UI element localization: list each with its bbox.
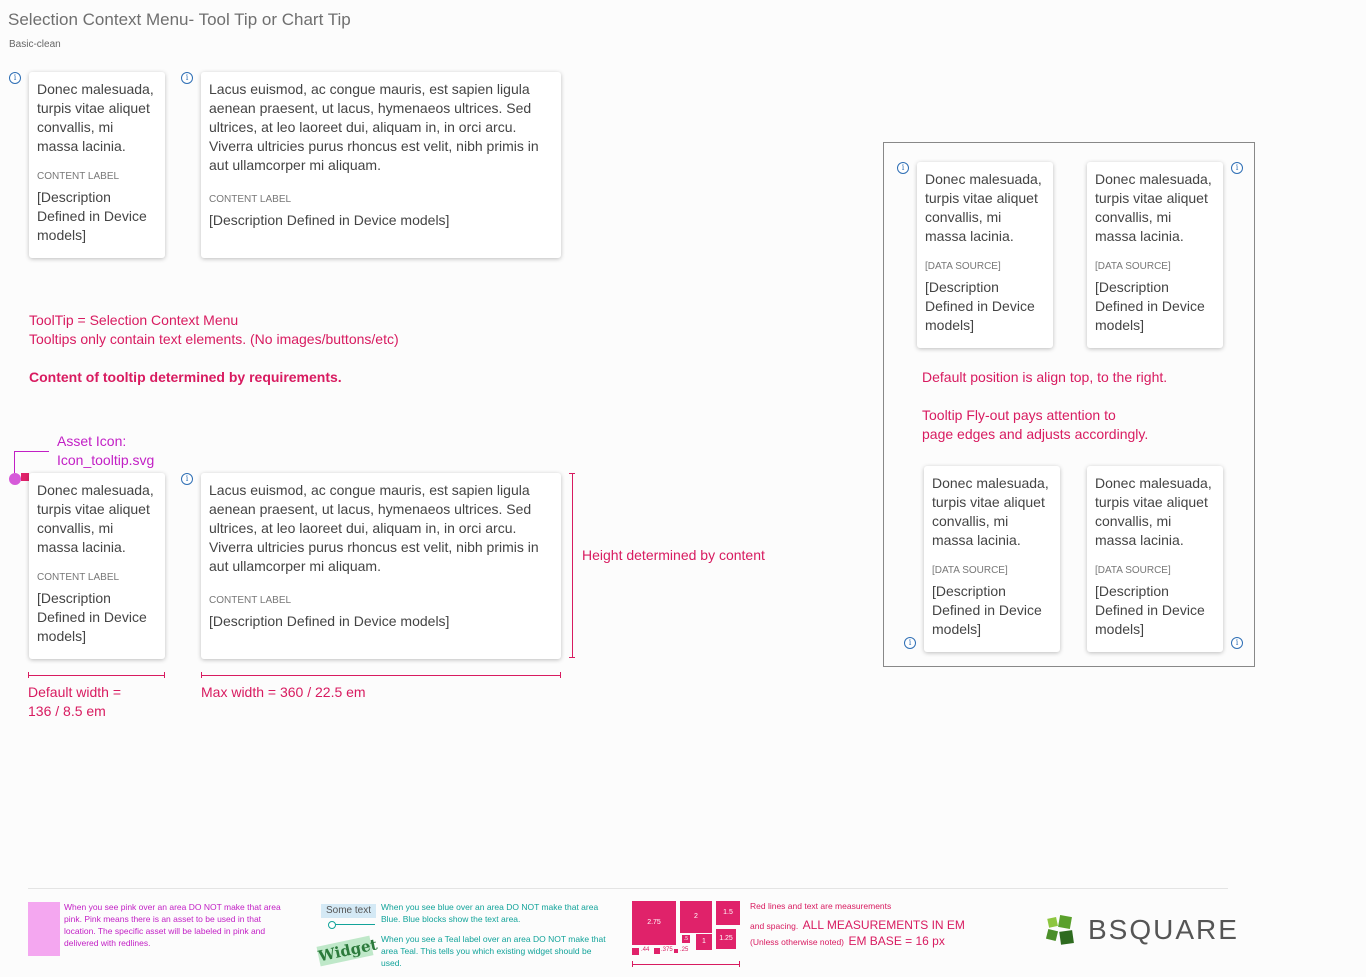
page-title: Selection Context Menu- Tool Tip or Chart Tip [8, 10, 351, 29]
info-icon[interactable]: i [897, 162, 909, 174]
legend-measure-line [632, 964, 740, 965]
tooltip-content-label: CONTENT LABEL [209, 595, 292, 606]
asset-callout-line [14, 451, 15, 473]
bsquare-logo-icon [1045, 914, 1079, 948]
tooltip-content-label: CONTENT LABEL [37, 572, 120, 583]
tooltip-data-source: [DATA SOURCE] [1095, 565, 1171, 576]
measure-box-2-75: 2.75 [632, 901, 676, 945]
position-note: Default position is align top, to the right. [922, 369, 1168, 385]
tooltip-default-width [29, 72, 165, 258]
height-note: Height determined by content [582, 547, 765, 563]
legend-measure-tick [739, 961, 740, 967]
tooltip-body: Lacus euismod, ac congue mauris, est sapien ligula aenean praesent, ut lacus, hymenaeos ultrices. Sed ultrices, at leo laoreet dui, aliquam in, in orci arcu. Viverra ultricies purus rhoncus est velit, nibh primis in aut ullamcorper mi aliquam. [209, 81, 539, 173]
tooltip-top-right [917, 162, 1053, 348]
widget-label: Widget [316, 935, 379, 966]
height-measure-tick [569, 657, 575, 658]
red-legend-text-2: and spacing. [750, 921, 799, 931]
measure-label-0-44: .44 [641, 947, 650, 953]
max-width-note: Max width = 360 / 22.5 em [201, 684, 366, 700]
info-icon[interactable]: i [181, 72, 193, 84]
tooltip-bottom-left [1087, 466, 1223, 652]
asset-icon-file: Icon_tooltip.svg [57, 452, 155, 468]
pink-legend-text: When you see pink over an area DO NOT make that area pink. Pink means there is an asset to be used in that location. The specific asset will be labeled in pink and delivered with redlines. [64, 902, 281, 948]
red-legend-text-4: (Unless otherwise noted) [750, 937, 845, 947]
legend-measure-tick [632, 961, 633, 967]
measure-box-0-375 [654, 948, 660, 954]
info-icon[interactable]: i [1231, 162, 1243, 174]
info-icon[interactable]: i [1231, 637, 1243, 649]
red-legend-line-3 [750, 932, 945, 950]
tooltip-data-source: [DATA SOURCE] [932, 565, 1008, 576]
note-tooltip-definition: ToolTip = Selection Context Menu [29, 312, 239, 328]
page-subtitle: Basic-clean [9, 39, 61, 50]
note-requirements: Content of tooltip determined by requirements. [29, 369, 342, 385]
max-width-measure-line [201, 675, 561, 676]
flyout-note-cont: page edges and adjusts accordingly. [922, 426, 1149, 442]
height-measure-tick [569, 473, 575, 474]
measure-box-0-44 [632, 948, 639, 955]
brand-name: BSQUARE [1088, 914, 1239, 945]
tooltip-description: [Description Defined in Device models] [37, 590, 147, 644]
measure-box-1-5: 1.5 [716, 901, 740, 925]
width-measure-tick [560, 672, 561, 678]
legend-divider [28, 888, 1228, 889]
tooltip-description: [Description Defined in Device models] [1095, 583, 1205, 637]
width-measure-tick [164, 672, 165, 678]
red-legend-text-5: EM BASE = 16 px [848, 934, 945, 948]
tooltip-content-label: CONTENT LABEL [37, 171, 120, 182]
tooltip-body: Donec malesuada, turpis vitae aliquet convallis, mi massa lacinia. [932, 475, 1049, 548]
tooltip-max-width [201, 72, 561, 258]
tooltip-description: [Description Defined in Device models] [37, 189, 147, 243]
tooltip-bottom-right [924, 466, 1060, 652]
tooltip-body: Donec malesuada, turpis vitae aliquet convallis, mi massa lacinia. [37, 81, 154, 154]
default-width-value: 136 / 8.5 em [28, 703, 106, 719]
tooltip-description: [Description Defined in Device models] [925, 279, 1035, 333]
measure-box-1-25: 1.25 [716, 929, 736, 949]
measure-box-2: 2 [680, 901, 712, 933]
tooltip-content-label: CONTENT LABEL [209, 194, 292, 205]
teal-slider-handle [328, 921, 336, 929]
some-text-sample: Some text [321, 904, 376, 918]
asset-pink-marker [9, 473, 21, 485]
teal-legend-text: When you see a Teal label over an area DO NOT make that area Teal. This tells you which existing widget should be used. [381, 934, 606, 968]
tooltip-body: Donec malesuada, turpis vitae aliquet convallis, mi massa lacinia. [1095, 475, 1212, 548]
measure-label-0-25: .25 [680, 947, 689, 953]
info-icon[interactable]: i [904, 637, 916, 649]
info-icon[interactable]: i [9, 72, 21, 84]
width-measure-tick [201, 672, 202, 678]
tooltip-body: Donec malesuada, turpis vitae aliquet convallis, mi massa lacinia. [1095, 171, 1212, 244]
tooltip-body: Donec malesuada, turpis vitae aliquet convallis, mi massa lacinia. [37, 482, 154, 555]
height-measure-line [572, 473, 573, 657]
width-measure-tick [28, 672, 29, 678]
default-width-measure-line [28, 675, 165, 676]
tooltip-body: Donec malesuada, turpis vitae aliquet convallis, mi massa lacinia. [925, 171, 1042, 244]
tooltip-description: [Description Defined in Device models] [209, 212, 450, 228]
tooltip-data-source: [DATA SOURCE] [1095, 261, 1171, 272]
tooltip-default-width-measured [29, 473, 165, 659]
pink-swatch [28, 902, 60, 956]
measure-box-0-5: .5 [683, 936, 689, 942]
tooltip-top-left [1087, 162, 1223, 348]
red-legend-text-3: ALL MEASUREMENTS IN EM [802, 918, 965, 932]
tooltip-description: [Description Defined in Device models] [932, 583, 1042, 637]
asset-size-marker [21, 473, 29, 481]
tooltip-body: Lacus euismod, ac congue mauris, est sapien ligula aenean praesent, ut lacus, hymenaeos ultrices. Sed ultrices, at leo laoreet dui, aliquam in, in orci arcu. Viverra ultricies purus rhoncus est velit, nibh primis in aut ullamcorper mi aliquam. [209, 482, 539, 574]
asset-callout-line [14, 451, 49, 452]
asset-icon-label: Asset Icon: [57, 433, 127, 449]
info-icon[interactable]: i [181, 473, 193, 485]
tooltip-max-width-measured [201, 473, 561, 659]
tooltip-data-source: [DATA SOURCE] [925, 261, 1001, 272]
tooltip-description: [Description Defined in Device models] [1095, 279, 1205, 333]
note-text-only: Tooltips only contain text elements. (No images/buttons/etc) [29, 331, 399, 347]
blue-legend-text: When you see blue over an area DO NOT make that area Blue. Blue blocks show the text area. [381, 902, 599, 924]
tooltip-description: [Description Defined in Device models] [209, 613, 450, 629]
flyout-note: Tooltip Fly-out pays attention to [922, 407, 1116, 423]
measure-box-1: 1 [696, 934, 712, 950]
measure-box-0-25 [674, 949, 678, 953]
red-legend-text-1: Red lines and text are measurements [750, 901, 892, 911]
default-width-note: Default width = [28, 684, 121, 700]
measure-label-0-375: .375 [661, 947, 673, 953]
